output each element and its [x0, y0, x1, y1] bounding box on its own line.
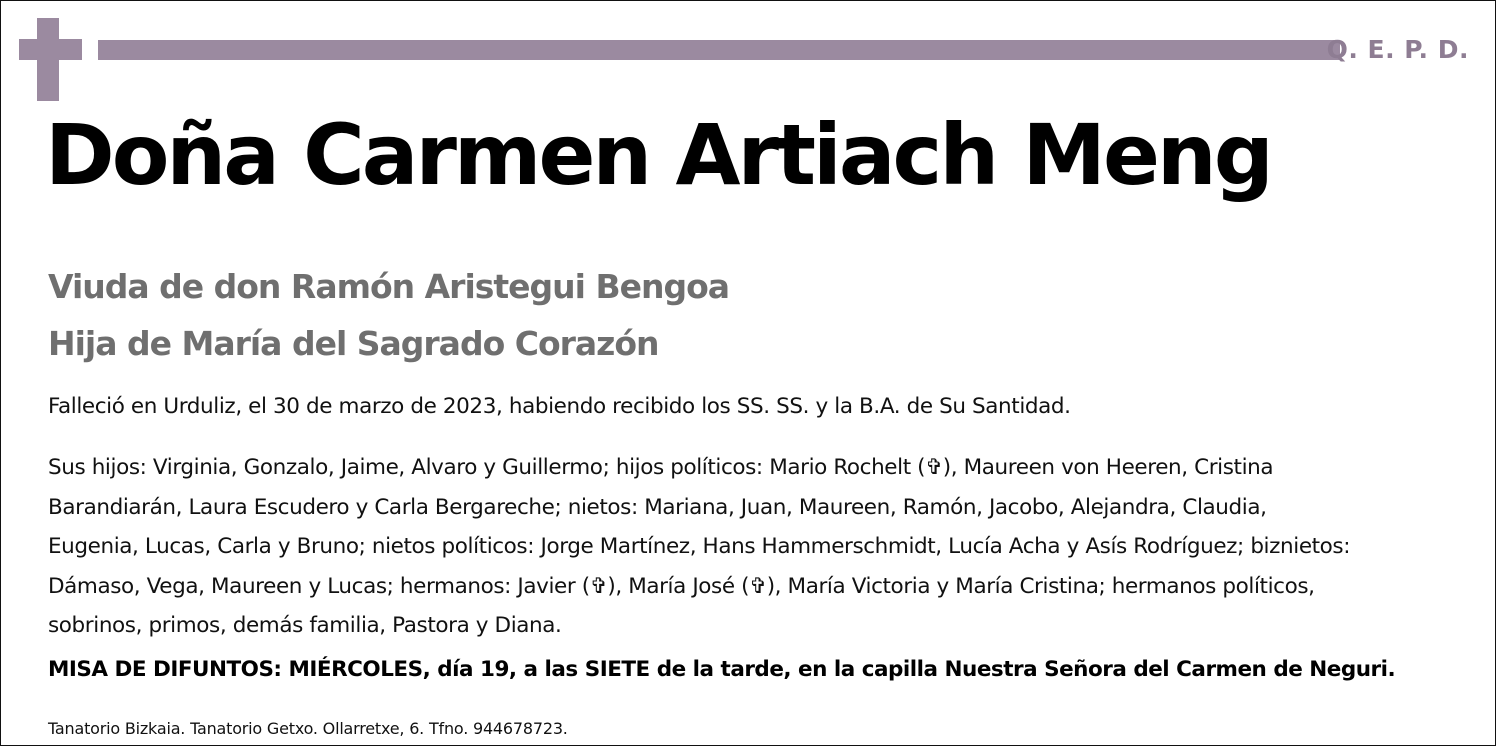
- family-line: Sus hijos: Virginia, Gonzalo, Jaime, Alvaro y Guillermo; hijos políticos: Mario Rochelt (✞), Maureen von Heeren, Cristina: [48, 455, 1274, 480]
- family-line: Dámaso, Vega, Maureen y Lucas; hermanos: Javier (✞), María José (✞), María Victoria y María Cristina; hermanos políticos,: [48, 573, 1315, 599]
- deceased-name: Doña Carmen Artiach Meng: [45, 106, 1271, 204]
- family-line: sobrinos, primos, demás familia, Pastora y Diana.: [48, 613, 562, 638]
- widow-line: Viuda de don Ramón Aristegui Bengoa: [48, 267, 730, 306]
- family-line: Eugenia, Lucas, Carla y Bruno; nietos políticos: Jorge Martínez, Hans Hammerschmidt, Lucía Acha y Asís Rodríguez; biznietos:: [48, 534, 1351, 559]
- death-notice: Falleció en Urduliz, el 30 de marzo de 2023, habiendo recibido los SS. SS. y la B.A. de Su Santidad.: [48, 394, 1071, 419]
- latin-cross-icon: [19, 18, 82, 101]
- cross-horizontal-beam: [19, 39, 82, 60]
- header-divider-bar: [98, 40, 1340, 60]
- funeral-home-footer: Tanatorio Bizkaia. Tanatorio Getxo. Ollarretxe, 6. Tfno. 944678723.: [48, 719, 568, 738]
- daughter-line: Hija de María del Sagrado Corazón: [48, 324, 659, 363]
- family-line: Barandiarán, Laura Escudero y Carla Bergareche; nietos: Mariana, Juan, Maureen, Ramón, Jacobo, Alejandra, Claudia,: [48, 494, 1267, 520]
- family-paragraph: [48, 448, 1468, 646]
- qepd-label: Q. E. P. D.: [1326, 35, 1469, 64]
- mass-announcement: MISA DE DIFUNTOS: MIÉRCOLES, día 19, a las SIETE de la tarde, en la capilla Nuestra Señora del Carmen de Neguri.: [48, 657, 1396, 682]
